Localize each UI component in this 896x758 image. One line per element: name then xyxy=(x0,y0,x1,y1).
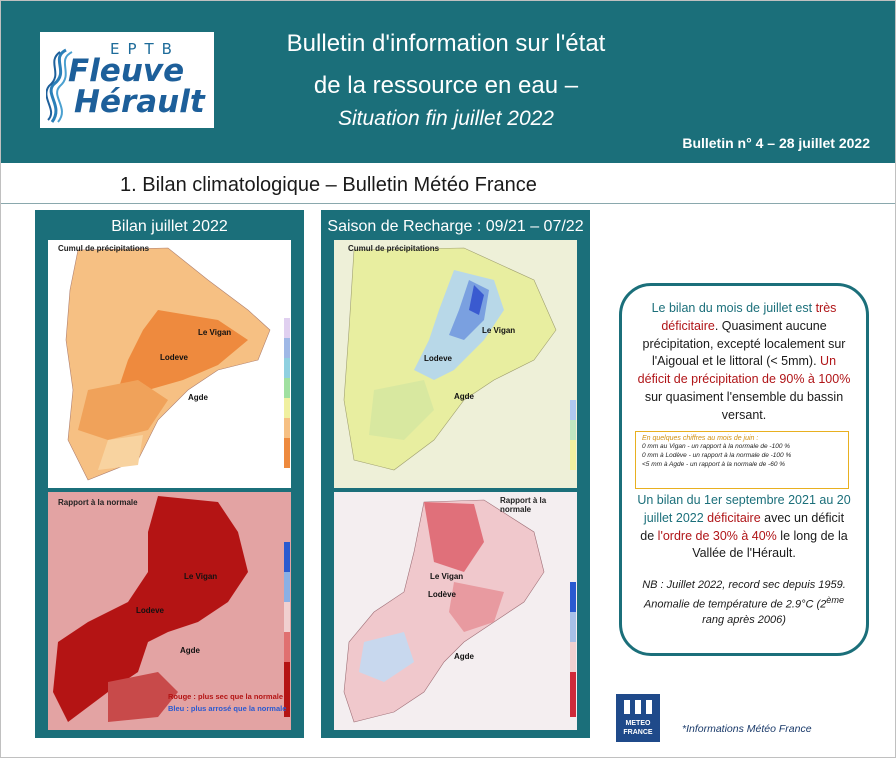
legend-scale xyxy=(570,582,576,717)
info-highlight: très déficitaire xyxy=(661,301,837,333)
city-label-agde: Agde xyxy=(188,393,208,402)
legend-scale xyxy=(284,318,290,468)
meteo-france-text: METEO xyxy=(625,720,651,727)
city-label-vigan: Le Vigan xyxy=(482,326,516,335)
eptb-logo xyxy=(40,32,214,128)
city-label-lodeve: Lodeve xyxy=(424,354,453,363)
info-text: Un bilan du 1er septembre 2021 au 20 juillet 2022 xyxy=(637,493,851,525)
key-figures-box xyxy=(635,431,849,489)
info-text: le long de la Vallée de l'Hérault. xyxy=(692,528,848,561)
source-note: *Informations Météo France xyxy=(682,723,812,735)
panel-bilan-juillet xyxy=(35,210,304,738)
meteo-france-logo xyxy=(616,694,660,742)
city-label-agde: Agde xyxy=(454,392,474,401)
map-rapport-juillet xyxy=(48,492,291,730)
key-figures-title: En quelques chiffres au mois de juin : xyxy=(642,435,759,442)
info-highlight: Un déficit de précipitation de 90% à 100% xyxy=(637,354,851,386)
key-figure-line: 0 mm au Vigan - un rapport à la normale de -100 % xyxy=(642,443,791,450)
info-highlight: déficitaire xyxy=(707,510,761,525)
map-cumul-juillet xyxy=(48,240,291,488)
section-title: 1. Bilan climatologique – Bulletin Météo France xyxy=(120,174,537,196)
map-caption: Cumul de précipitations xyxy=(58,244,150,253)
title-line-3: Situation fin juillet 2022 xyxy=(338,107,554,130)
map-rapport-recharge xyxy=(334,492,577,730)
legend-blue: Bleu : plus arrosé que la normale xyxy=(168,704,287,713)
map-cumul-recharge xyxy=(334,240,577,488)
city-label-vigan: Le Vigan xyxy=(198,328,232,337)
city-label-vigan: Le Vigan xyxy=(184,572,218,581)
key-figure-line: 0 mm à Lodève - un rapport à la normale de -100 % xyxy=(642,452,792,460)
panel-title: Bilan juillet 2022 xyxy=(111,218,228,235)
logo-fleuve-text: Fleuve xyxy=(68,53,185,89)
title-line-1: Bulletin d'information sur l'état xyxy=(286,30,606,57)
section-divider xyxy=(0,203,896,204)
info-superscript: ème xyxy=(826,594,845,605)
map-caption: Rapport à la normale xyxy=(500,496,547,514)
info-paragraph-season xyxy=(636,492,852,563)
info-box xyxy=(619,283,869,656)
panel-saison-recharge xyxy=(321,210,590,738)
panel-title: Saison de Recharge : 09/21 – 07/22 xyxy=(327,218,584,235)
header-banner xyxy=(0,0,896,163)
info-text: Le bilan du mois de juillet est xyxy=(651,301,816,315)
info-text: rang après 2006) xyxy=(702,613,786,626)
meteo-france-text: FRANCE xyxy=(623,729,653,736)
city-label-lodeve: Lodeve xyxy=(136,606,165,615)
info-text: avec un déficit de xyxy=(640,510,845,543)
city-label-agde: Agde xyxy=(180,646,200,655)
legend-red: Rouge : plus sec que la normale xyxy=(168,692,284,701)
meteo-france-icon xyxy=(616,696,660,718)
city-label-vigan: Le Vigan xyxy=(430,572,464,581)
key-figure-line: <5 mm à Agde - un rapport à la normale de -60 % xyxy=(642,461,786,469)
legend-scale xyxy=(570,400,576,470)
logo-herault-text: Hérault xyxy=(74,84,205,120)
city-label-lodeve: Lodeve xyxy=(160,353,189,362)
info-text: NB : Juillet 2022, record sec depuis 1959. Anomalie de température de 2.9°C (2 xyxy=(642,579,846,611)
city-label-agde: Agde xyxy=(454,652,474,661)
info-note xyxy=(636,578,852,628)
info-text: sur quasiment l'ensemble du bassin versant. xyxy=(644,389,844,422)
map-caption: Cumul de précipitations xyxy=(348,244,440,253)
city-label-lodeve: Lodève xyxy=(428,590,457,599)
info-text: . Quasiment aucune précipitation, excepté localement sur l'Aigoual et le littoral (< 5mm). xyxy=(642,318,846,369)
title-line-2: de la ressource en eau – xyxy=(313,72,579,99)
info-highlight: l'ordre de 30% à 40% xyxy=(657,528,777,543)
map-caption: Rapport à la normale xyxy=(58,498,138,507)
logo-eptb-text: EPTB xyxy=(110,40,180,58)
legend-scale xyxy=(284,542,290,717)
bulletin-number: Bulletin n° 4 – 28 juillet 2022 xyxy=(682,135,870,151)
info-paragraph-july xyxy=(636,300,852,424)
